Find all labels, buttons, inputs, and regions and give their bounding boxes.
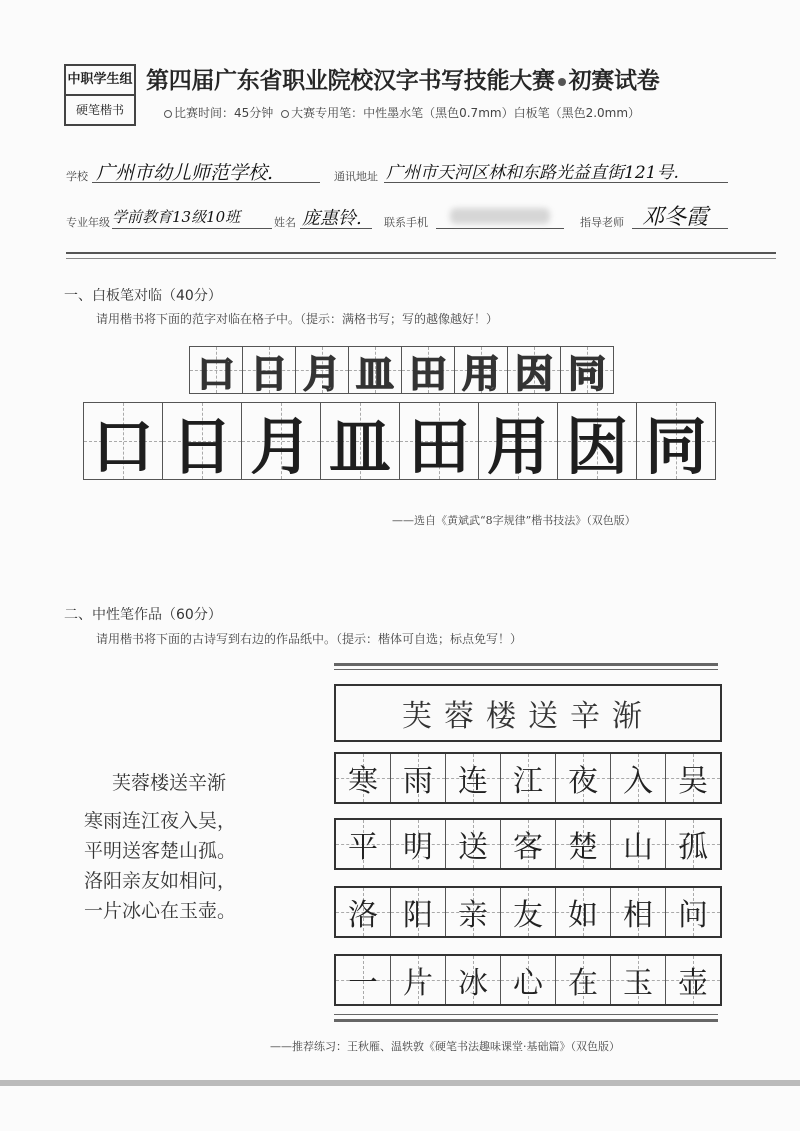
title-dot-icon [558,78,566,86]
work-title-box[interactable] [334,684,722,742]
bullet-icon [164,110,172,118]
work-cell[interactable]: 一 [336,956,391,1004]
major-value: 学前教育13级10班 [112,208,241,226]
work-frame-bottom [334,1019,718,1022]
school-field[interactable] [92,160,320,183]
work-cell[interactable]: 入 [611,754,666,802]
work-cell[interactable]: 客 [501,820,556,868]
poem-line: 寒雨连江夜入吴， [84,810,237,832]
work-cell[interactable]: 玉 [611,956,666,1004]
work-cell[interactable]: 冰 [446,956,501,1004]
section1-instruction: 请用楷书将下面的范字对临在格子中。（提示：满格书写；写的越像越好！） [96,312,499,326]
recommend-text: ——推荐练习：王秋雁、温轶敦《硬笔书法趣味课堂·基础篇》（双色版） [270,1040,620,1053]
work-cell[interactable]: 寒 [336,754,391,802]
title-main: 第四届广东省职业院校汉字书写技能大赛 [146,68,555,94]
separator-top-thin [66,258,776,259]
model-char-grid [190,346,614,394]
section1-heading: 一、白板笔对临（40分） [64,288,222,304]
work-cell[interactable]: 在 [556,956,611,1004]
section2-heading: 二、中性笔作品（60分） [64,607,222,623]
practice-char-grid[interactable] [84,402,716,483]
work-cell[interactable]: 连 [446,754,501,802]
work-cell[interactable]: 江 [501,754,556,802]
poem-line: 平明送客楚山孤。 [84,840,237,862]
model-char: 因 [507,346,561,394]
work-cell[interactable]: 雨 [391,754,446,802]
model-char: 皿 [348,346,402,394]
work-cell[interactable]: 友 [501,888,556,936]
work-cell[interactable]: 孤 [666,820,720,868]
work-frame-top [334,663,718,666]
name-label: 姓名 [274,216,296,229]
work-frame-bottom-thin [334,1014,718,1015]
poem-line: 洛阳亲友如相问， [84,870,237,892]
practice-cell[interactable]: 用 [478,402,558,480]
teacher-field[interactable] [632,204,728,229]
work-frame-top-thin [334,669,718,670]
work-cell[interactable]: 亲 [446,888,501,936]
work-cell[interactable]: 心 [501,956,556,1004]
poem-title: 芙蓉楼送辛渐 [112,772,227,794]
work-cell[interactable]: 夜 [556,754,611,802]
teacher-value: 邓冬霞 [642,205,709,230]
exam-info [164,104,640,121]
work-cell[interactable]: 相 [611,888,666,936]
time-info: 比赛时间：45分钟 [174,106,274,120]
work-row[interactable] [334,818,722,870]
practice-cell[interactable]: 同 [636,402,716,480]
group-badge [64,64,136,126]
name-value: 庞惠铃. [302,208,362,229]
footer-rule [0,1080,800,1086]
address-field[interactable] [384,160,728,183]
section2-instruction: 请用楷书将下面的古诗写到右边的作品纸中。（提示：楷体可自选；标点免写！） [96,632,523,646]
work-row[interactable] [334,752,722,804]
practice-cell[interactable]: 因 [557,402,637,480]
practice-cell[interactable]: 田 [399,402,479,480]
work-cell[interactable]: 问 [666,888,720,936]
address-label: 通讯地址 [334,170,378,183]
address-value: 广州市天河区林和东路光益直街121号. [386,163,679,183]
school-value: 广州市幼儿师范学校. [96,162,274,184]
badge-bottom: 硬笔楷书 [75,103,124,117]
model-char: 日 [242,346,296,394]
model-char: 口 [189,346,243,394]
work-cell[interactable]: 送 [446,820,501,868]
work-cell[interactable]: 山 [611,820,666,868]
practice-cell[interactable]: 月 [241,402,321,480]
work-cell[interactable]: 平 [336,820,391,868]
work-cell[interactable]: 吴 [666,754,720,802]
phone-field[interactable] [436,206,564,229]
work-cell[interactable]: 片 [391,956,446,1004]
work-cell[interactable]: 壶 [666,956,720,1004]
major-field[interactable] [112,206,272,229]
work-cell[interactable]: 楚 [556,820,611,868]
work-cell[interactable]: 阳 [391,888,446,936]
poem-text [84,806,236,926]
work-row[interactable] [334,954,722,1006]
phone-redaction [450,208,550,224]
practice-cell[interactable]: 日 [162,402,242,480]
poem-line: 一片冰心在玉壶。 [84,900,237,922]
separator-top [66,252,776,254]
title-tail: 初赛试卷 [568,68,660,94]
practice-cell[interactable]: 皿 [320,402,400,480]
page-title [146,62,659,95]
work-title: 芙蓉楼送辛渐 [402,699,654,734]
model-char: 月 [295,346,349,394]
name-field[interactable] [300,206,372,229]
work-cell[interactable]: 洛 [336,888,391,936]
section1-source: ——选自《黄斌武“8字规律”楷书技法》（双色版） [392,514,636,527]
bullet-icon [281,110,289,118]
phone-label: 联系手机 [384,216,428,229]
practice-cell[interactable]: 口 [83,402,163,480]
major-label: 专业年级 [66,216,110,229]
pen-info: 大赛专用笔：中性墨水笔（黑色0.7mm）白板笔（黑色2.0mm） [291,106,641,120]
badge-top: 中职学生组 [66,66,134,96]
school-label: 学校 [66,170,88,183]
teacher-label: 指导老师 [580,216,624,229]
work-cell[interactable]: 明 [391,820,446,868]
work-row[interactable] [334,886,722,938]
model-char: 同 [560,346,614,394]
model-char: 田 [401,346,455,394]
model-char: 用 [454,346,508,394]
work-cell[interactable]: 如 [556,888,611,936]
